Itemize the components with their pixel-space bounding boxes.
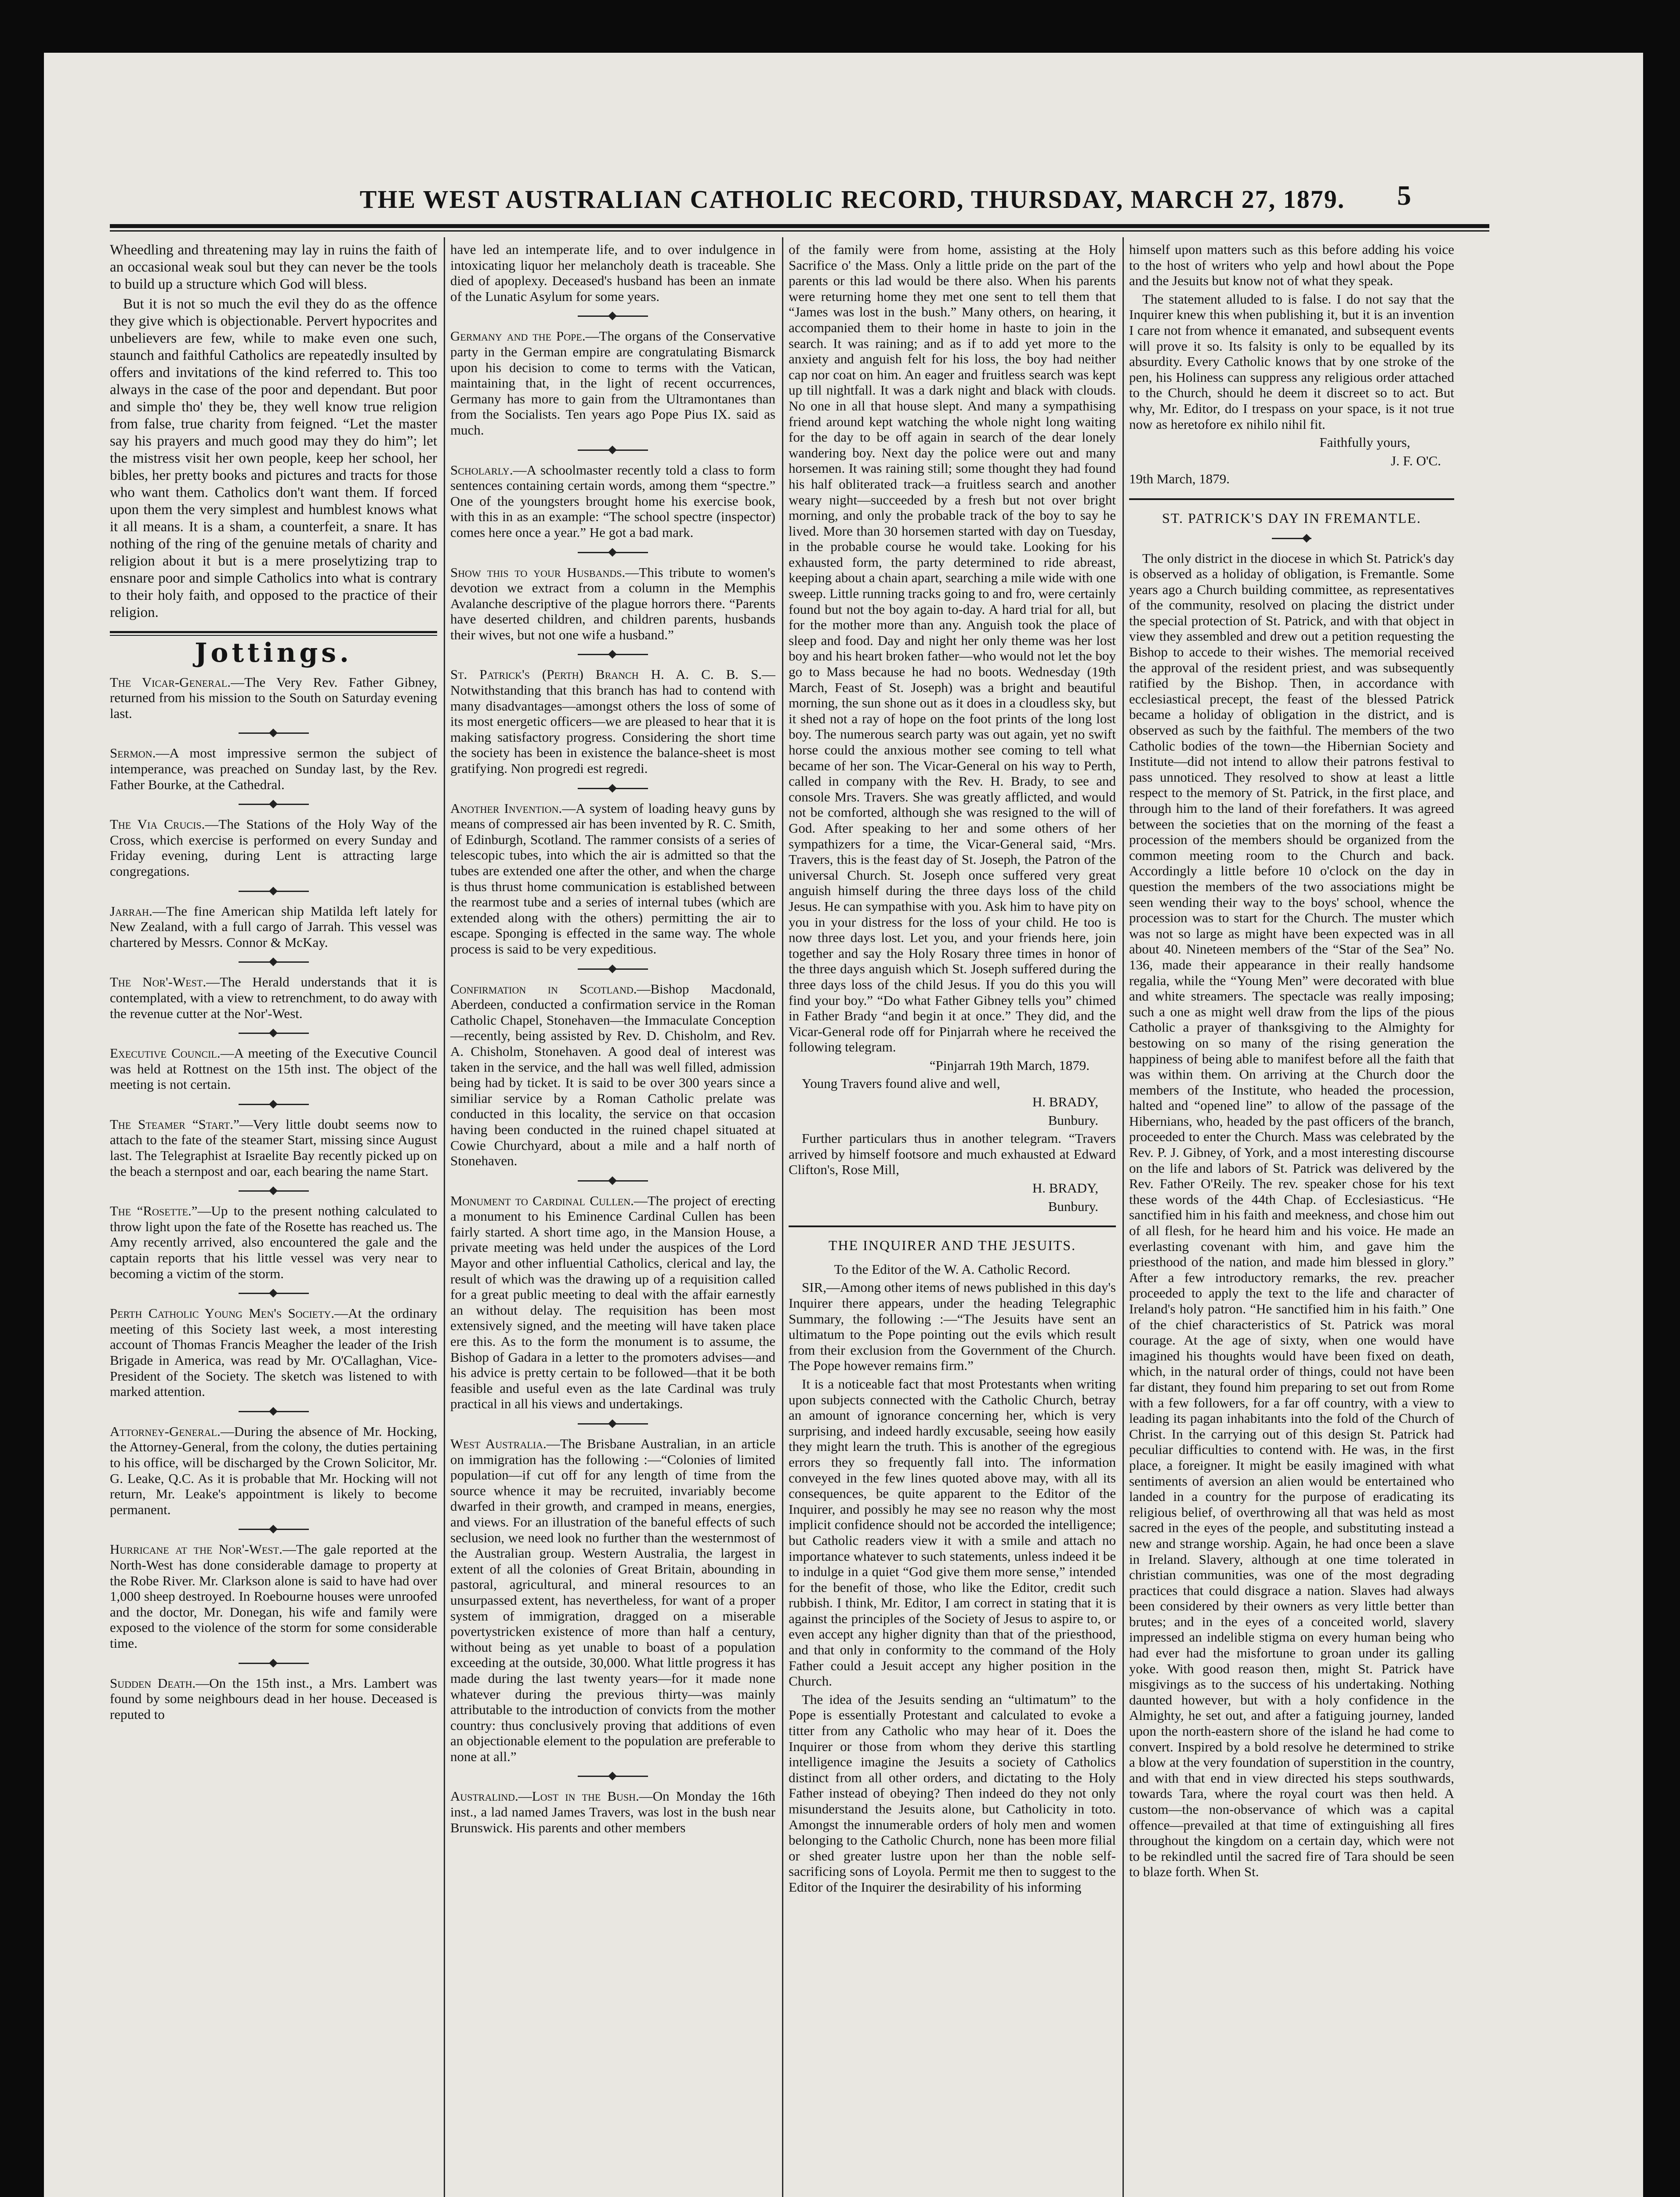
item-heading: St. Patrick's (Perth) Branch H. A. C. B. S. <box>450 667 762 682</box>
section-rule <box>1129 498 1454 500</box>
item-text: —At the ordinary meeting of this Society last week, a most interesting account of Thomas Francis Meagher the leader of the Irish Brigade in America, was read by Mr. O'Callaghan, Vice-President of the Society. The sketch was listened to with marked attention. <box>110 1305 437 1399</box>
item-text: —On Monday the 16th inst., a lad named James Travers, was lost in the bush near Brunswick. His parents and other members <box>450 1788 775 1835</box>
section-rule <box>110 631 437 636</box>
item-text: —Bishop Macdonald, Aberdeen, conducted a confirmation service in the Roman Catholic Chapel, Stonehaven—the Immaculate Conception—recently, being assisted by Rev. D. Chisholm, and Rev. A. Chisholm, Stonehaven. A good deal of interest was taken in the service, and the hall was well filled, admission being had by ticket. It is said to be over 300 years since a similiar service by a Roman Catholic prelate was conducted in this locality, the service on that occasion having been conducted in the ruined chapel situated at Cowie Churchyard, about a mile and a half north of Stonehaven. <box>450 981 775 1169</box>
news-item <box>450 981 775 1169</box>
signature-place: Bunbury. <box>1048 1198 1098 1214</box>
item-heading: Another Invention. <box>450 800 562 816</box>
article-paragraph: of the family were from home, assisting at the Holy Sacrifice o' the Mass. Only a little pride on the part of the parents or this lad would be there also. When his parents were returning home they met one sent to tell them that “James was lost in the bush.” Many others, on hearing, it accompanied them to their home in haste to join in the search. It was raining; and as if to add yet more to the anxiety and anguish felt for his loss, the boy had neither cap nor coat on him. An eager and fruitless search was kept up till nightfall. It was a dark night and black with clouds. No one in all that house slept. And many a sympathising friend around kept watching the whole night long waiting for the day to be off again in search of the dear lonely wandering boy. Next day the police were out and many horsemen. It was raining still; some thought they had found his half obliterated track—a fruitless search and another weary night—succeeded by a fresh but not over bright morning, and only the probable track of the boy to say he lived. More than 30 horsemen started with day on Tuesday, in the probable course he would take. Looking for his exhausted form, the party determined to ride abreast, keeping about a chain apart, searching a mile wide with one sweep. Little running tracks going to and fro, were certainly found but not the boy again to-day. A hard trial for all, but for the mother more than any. Anguish took the place of sleep and food. Day and night her only theme was her lost boy and his heart broken father—who would not let the boy go to Mass because he had no boots. Wednesday (19th March, Feast of St. Joseph) was a bright and beautiful morning, the sun shone out as it does in a cloudless sky, but it shed not a ray of hope on the foot prints of the long lost boy. The numerous search party was out again, yet no swift horse could the anxious mother see coming to tell what became of her son. The Vicar-General on his way to Perth, called in company with the Rev. H. Brady, to see and console Mrs. Travers. She was greatly afflicted, and would not be comforted, although she was resigned to the will of God. After speaking to her and some others of her sympathizers for a time, the Vicar-General said, “Mrs. Travers, this is the feast day of St. Joseph, the Patron of the universal Church. St. Joseph once suffered very great anguish himself during the three days loss of the child Jesus. He can sympathise with you. Ask him to have pity on you in your distress for the loss of your child. He too is now three days lost. Let you, and your friends here, join together and say the Holy Rosary three times in honor of the three days anguish which St. Joseph suffered during the three days loss of the child Jesus. If you do this you will find your boy.” “Do what Father Gibney tells you” chimed in Father Brady “and begin it at once.” They did, and the Vicar-General rode off for Pinjarrah where he received the following telegram. <box>789 242 1116 1055</box>
section-rule <box>789 1225 1116 1227</box>
item-separator <box>239 1529 309 1530</box>
item-separator <box>239 1663 309 1664</box>
letter-salutation: To the Editor of the W. A. Catholic Record. <box>834 1261 1071 1277</box>
signature-name: H. BRADY, <box>1032 1094 1098 1110</box>
article-paragraph: The statement alluded to is false. I do not say that the Inquirer knew this when publishing it, but it is an invention I care not from whence it emanated, and subsequent events will prove it so. Its falsity is only to be equalled by its absurdity. Every Catholic knows that by one stroke of the pen, his Holiness can suppress any religious order attached to the Church, should he deem it discreet so to act. But why, Mr. Editor, do I trespass on your space, is it not true now as heretofore ex nihilo nihil fit. <box>1129 291 1454 432</box>
column-divider <box>444 237 445 2197</box>
item-separator <box>239 1033 309 1034</box>
news-item <box>110 1045 437 1092</box>
item-text: —Very little doubt seems now to attach to the fate of the steamer Start, missing since August last. The Telegraphist at Israelite Bay recently picked up on the beach a sternpost and oar, each bearing the name Start. <box>110 1116 437 1179</box>
news-item <box>110 1541 437 1651</box>
item-text: —The fine American ship Matilda left lately for New Zealand, with a full cargo of Jarrah. This vessel was chartered by Messrs. Connor & McKay. <box>110 903 437 950</box>
news-item <box>450 801 775 957</box>
article-paragraph: It is a noticeable fact that most Protestants when writing upon subjects connected with the Catholic Church, betray an amount of ignorance concerning her, which is very surprising, and indeed hardly excusable, seeing how easily they might learn the truth. This is another of the egregious errors they so frequently fall into. The information conveyed in the few lines quoted above may, with all its consequences, be quite apparent to the Editor of the Inquirer, and possibly he may see no reason why the most implicit confidence should not be accorded the intelligence; but Catholic readers view it with a smile and attach no importance whatever to such statements, unless indeed it be to indulge in a quiet “God give them more sense,” intended for the benefit of those, who like the Editor, credit such rubbish. I think, Mr. Editor, I am correct in stating that it is against the principles of the Society of Jesus to aspire to, or even accept any higher dignity than that of the priesthood, and that only in conformity to the command of the Holy Father could a Jesuit accept any higher position in the Church. <box>789 1376 1116 1689</box>
item-separator <box>239 1411 309 1412</box>
item-text: —Notwithstanding that this branch has had to contend with many disadvantages—amongst others the loss of some of its most energetic officers—we are pleased to hear that it is making satisfactory progress. Considering the short time the society has been in existence the balance-sheet is most gratifying. Non progredi est regredi. <box>450 667 775 776</box>
item-text: —The Very Rev. Father Gibney, returned from his mission to the South on Saturday evening last. <box>110 674 437 721</box>
item-heading: The Steamer “Start.” <box>110 1116 239 1132</box>
item-heading: West Australia. <box>450 1436 547 1451</box>
item-text: —A system of loading heavy guns by means of compressed air has been invented by R. C. Smith, of Edinburgh, Scotland. The rammer consists of a series of telescopic tubes, into which the air is admitted so that the tubes are extended one after the other, and when the charge is thus thrust home communication is established between the rearmost tube and a series of internal tubes (which are extended along with the others) permitting the air to escape. Sponging is effected in the same way. The whole process is said to be very expeditious. <box>450 800 775 957</box>
letter-initials: J. F. O'C. <box>1390 453 1441 468</box>
item-text: —This tribute to women's devotion we extract from a column in the Memphis Avalanche descriptive of the plague horrors there. “Parents have deserted children, and children parents, husbands their wives, but not one wife a husband.” <box>450 564 775 642</box>
item-heading: Sudden Death. <box>110 1675 196 1691</box>
item-heading: Perth Catholic Young Men's Society. <box>110 1305 335 1321</box>
item-separator <box>578 788 648 789</box>
news-item <box>450 1193 775 1412</box>
item-separator <box>239 1293 309 1294</box>
masthead-rule-thin <box>110 230 1489 232</box>
news-item <box>110 974 437 1021</box>
item-text: —A meeting of the Executive Council was held at Rottnest on the 15th inst. The object of the meeting is not certain. <box>110 1045 437 1092</box>
column-1 <box>110 242 437 2197</box>
item-separator <box>578 1776 648 1777</box>
item-text: —During the absence of Mr. Hocking, the Attorney-General, from the colony, the duties pertaining to his office, will be discharged by the Crown Solicitor, Mr. G. Leake, Q.C. As it is probable that Mr. Hocking will not return, Mr. Leake's appointment is likely to become permanent. <box>110 1423 437 1517</box>
item-heading: Attorney-General. <box>110 1423 221 1439</box>
item-heading: Show this to your Husbands. <box>450 564 626 580</box>
article-paragraph: Wheedling and threatening may lay in ruins the faith of an occasional weak soul but they can never be the tools to build up a structure which God will bless. <box>110 242 437 292</box>
item-text: —The project of erecting a monument to his Eminence Cardinal Cullen has been fairly started. A short time ago, in the Mansion House, a private meeting was held under the auspices of the Lord Mayor and other influential Catholics, clerical and lay, the result of which was the drawing up of a requisition called for a great public meeting to deal with the affair earnestly an without delay. The requisition has been most extensively signed, and the meeting will have taken place ere this. As to the form the monument is to assume, the Bishop of Gadara in a letter to the promoters advises—and his advice is pretty certain to be followed—that it be both feasible and useful even as the late Cardinal was truly practical in all his views and undertakings. <box>450 1193 775 1412</box>
item-separator <box>239 1190 309 1192</box>
item-heading: The Nor'-West. <box>110 974 206 990</box>
item-heading: The “Rosette.” <box>110 1203 198 1219</box>
item-text: —A schoolmaster recently told a class to form sentences containing certain words, among them “spectre.” One of the youngsters brought home his exercise book, with this in as an example: “The school spectre (inspector) comes here once a year.” He got a bad mark. <box>450 462 775 540</box>
letter-date: 19th March, 1879. <box>1129 471 1230 487</box>
news-item <box>110 1305 437 1399</box>
article-paragraph: have led an intemperate life, and to over indulgence in intoxicating liquor her melancholy death is traceable. She died of apoplexy. Deceased's husband has been an inmate of the Lunatic Asylum for some years. <box>450 242 775 304</box>
item-separator <box>578 315 648 317</box>
news-item <box>450 565 775 643</box>
page-number: 5 <box>1397 180 1411 211</box>
letter-closing: Faithfully yours, <box>1319 435 1410 450</box>
item-separator <box>578 450 648 451</box>
news-item <box>110 1203 437 1281</box>
column-divider <box>782 237 783 2197</box>
item-separator <box>578 552 648 553</box>
article-paragraph: But it is not so much the evil they do as the offence they give which is objectionable. Pervert hypocrites and unbelievers are few, while to make even one such, staunch and faithful Catholics are repeatedly insulted by offers and invitations of the kind referred to. This too always in the case of the poor and dependant. But poor and simple tho' they be, they well know true religion from false, true charity from feigned. “Let the master say his prayers and much good may they do him”; let the mistress visit her own people, keep her school, her bibles, her pretty books and pictures and tracts for those who want them. Catholics don't want them. If forced upon them the very simplest and humblest knows what it all means. It is a sham, a counterfeit, a snare. It has nothing of the ring of the genuine metals of charity and religion about it but is a mere proselytizing trap to ensnare poor and simple Catholics into what is contrary to their holy faith, and opposed to the practice of their religion. <box>110 296 437 620</box>
news-item <box>110 1424 437 1518</box>
article-heading: ST. PATRICK'S DAY IN FREMANTLE. <box>1162 510 1421 526</box>
item-heading: Hurricane at the Nor'-West. <box>110 1541 282 1557</box>
item-separator <box>239 961 309 963</box>
news-item <box>110 674 437 721</box>
item-heading: Confirmation in Scotland. <box>450 981 637 997</box>
news-item <box>450 462 775 540</box>
item-separator <box>239 804 309 805</box>
item-text: —The organs of the Conservative party in the German empire are congratulating Bismarck upon his decision to come to terms with the Vatican, maintaining that, in the light of recent occurrences, Germany has more to gain from the Ultramontanes than from the Socialists. Ten years ago Pope Pius IX. said as much. <box>450 328 775 438</box>
news-item <box>450 328 775 438</box>
item-text: —A most impressive sermon the subject of intemperance, was preached on Sunday last, by the Rev. Father Bourke, at the Cathedral. <box>110 745 437 792</box>
column-4 <box>1129 242 1454 2197</box>
item-heading: Jarrah. <box>110 903 152 919</box>
signature-name: H. BRADY, <box>1032 1180 1098 1196</box>
item-separator <box>239 732 309 734</box>
article-paragraph: himself upon matters such as this before adding his voice to the host of writers who yelp and howl about the Pope and the Jesuits but know not of what they speak. <box>1129 242 1454 289</box>
signature-place: Bunbury. <box>1048 1112 1098 1128</box>
item-heading: The Vicar-General. <box>110 674 231 690</box>
heading-separator <box>1272 538 1311 539</box>
item-heading: Germany and the Pope. <box>450 328 586 344</box>
news-item <box>450 667 775 776</box>
news-item <box>450 1788 775 1835</box>
article-paragraph: The idea of the Jesuits sending an “ultimatum” to the Pope is essentially Protestant and calculated to evoke a titter from any Catholic who may hear of it. Does the Inquirer or those from whom they derive this startling intelligence imagine the Jesuits a society of Catholics distinct from all other orders, and dictating to the Holy Father instead of obeying? Then indeed do they not only misunderstand the Jesuits alone, but Catholicity in toto. Amongst the innumerable orders of holy men and women belonging to the Catholic Church, none has been more filial or shed greater lustre upon her than the noble self-sacrificing sons of Loyola. Permit me then to suggest to the Editor of the Inquirer the desirability of his informing <box>789 1691 1116 1895</box>
item-heading: Australind.—Lost in the Bush. <box>450 1788 639 1804</box>
news-item <box>110 1117 437 1179</box>
masthead-rule <box>110 224 1489 228</box>
article-paragraph: The only district in the diocese in which St. Patrick's day is observed as a holiday of obligation, is Fremantle. Some years ago a Church building committee, as representatives of the community, resolved on placing the district under the special protection of St. Patrick, and with that object in view they assembled and drew out a petition requesting the Bishop to accede to their wishes. The memorial received the approval of the resident priest, and was subsequently ratified by the Bishop. Then, in accordance with ecclesiastical precept, the feast of the blessed Patrick became a holiday of obligation in the district, and is observed as such by the faithful. The members of the two Catholic bodies of the town—the Hibernian Society and Institute—did not intend to allow their patrons festival to pass unnoticed. They resolved to show at least a little respect to the memory of St. Patrick, in the first place, and through him to the land of their forefathers. It was agreed between the societies that on the morning of the feast a procession of the members should be organized from the common meeting room to the Church and back. Accordingly a little before 10 o'clock on the day in question the members of the two associations might be seen wending their way to the boys' school, whence the procession was to start for the Church. The muster which was not so large as might have been expected was in all about 40. Nineteen members of the “Star of the Sea” No. 136, made their appearance in their really handsome regalia, while the “Young Men” were decorated with blue and white streamers. The spectacle was really imposing; such a one as might well draw from the lips of the pious Catholic a prayer of thanksgiving to the Almighty for bestowing on so many of the rising generation the happiness of being able to manifest before all the faith that was within them. On arriving at the Church door the members of the Institute, who headed the procession, halted and “opened line” to allow of the passage of the Hibernians, who, headed by the past officers of the branch, proceeded to enter the Church. Mass was celebrated by the Rev. P. J. Gibney, of York, and a most interesting discourse on the life and labors of St. Patrick was delivered by the Rev. Father O'Reily. The rev. speaker chose for his text these words of the 44th Chap. of Ecclesiasticus. “He sanctified him in his faith and meekness, and chose him out of all flesh, for he heard him and his voice. He made an everlasting covenant with him, and gave him the priesthood of the nation, and made him blessed in glory.” After a few introductory remarks, the rev. preacher proceeded to apply the text to the life and character of Ireland's holy patron. “He sanctified him in his faith.” One of the chief characteristics of St. Patrick was moral courage. At the age of sixty, when one would have imagined his thoughts would have been fixed on death, which, in the natural order of things, could not have been far distant, they found him preparing to set out from Rome with a few followers, for a far off country, with a view to leading its pagan inhabitants into the fold of the Church of Christ. In the carrying out of this design St. Patrick had peculiar difficulties to contend with. He was, in the first place, a foreigner. It might be easily imagined with what sentiments of aversion an alien would be entertained who landed in a country for the purpose of eradicating its religious belief, of overthrowing all that was held as most sacred in the eyes of the people, and substituting instead a new and strange worship. Again, he had once been a slave in Ireland. Slavery, although at one time tolerated in christian communities, was one of the most degrading practices that could disgrace a nation. Slaves had always been considered by their owners as very little better than brutes; and in the eyes of a conceited world, slavery impressed an indelible stigma on every human being who had ever had the misfortune to groan under its galling yoke. With good reason then, might St. Patrick have misgivings as to the success of his undertaking. Nothing daunted however, but with a holy confidence in the Almighty, he set out, and after a fatiguing journey, landed upon the north-eastern shore of the island he had come to convert. Inspired by a bold resolve he determined to strike a blow at the very foundation of superstition in the country, and with that end in view directed his steps southwards, towards Tara, where the royal court was then held. A custom—the non-observance of which was a capital offence—prevailed at that time of extinguishing all fires throughout the kingdom on a certain day, which were not to be rekindled until the sacred fire of Tara should be seen to blaze forth. When St. <box>1129 550 1454 1880</box>
item-separator <box>578 654 648 655</box>
item-heading: The Via Crucis. <box>110 816 205 832</box>
column-2 <box>450 242 775 2197</box>
news-item <box>450 1436 775 1764</box>
item-text: —The Stations of the Holy Way of the Cross, which exercise is performed on every Sunday and Friday evening, during Lent is attracting large congregations. <box>110 816 437 879</box>
item-separator <box>578 1180 648 1182</box>
column-divider <box>1122 237 1124 2197</box>
item-text: —The gale reported at the North-West has done considerable damage to property at the Robe River. Mr. Clarkson alone is said to have had over 1,000 sheep destroyed. In Roebourne houses were unroofed and the doctor, Mr. Donegan, his wife and family were exposed to the violence of the storm for some considerable time. <box>110 1541 437 1651</box>
telegram-text: Young Travers found alive and well, <box>802 1076 1000 1091</box>
newspaper-page <box>44 53 1643 2197</box>
article-paragraph: Further particulars thus in another telegram. “Travers arrived by himself footsore and much exhausted at Edward Clifton's, Rose Mill, <box>789 1131 1116 1178</box>
item-heading: Monument to Cardinal Cullen. <box>450 1193 634 1208</box>
item-separator <box>578 1423 648 1425</box>
item-text: —Up to the present nothing calculated to throw light upon the fate of the Rosette has reached us. The Amy recently arrived, also encountered the gale and the captain reports that his little vessel was very near to becoming a victim of the storm. <box>110 1203 437 1281</box>
item-separator <box>578 968 648 970</box>
item-heading: Sermon. <box>110 745 156 761</box>
telegram-date: “Pinjarrah 19th March, 1879. <box>929 1057 1090 1073</box>
item-text: —The Herald understands that it is contemplated, with a view to retrenchment, to do away with the revenue cutter at the Nor'-West. <box>110 974 437 1021</box>
news-item <box>110 816 437 879</box>
column-3 <box>789 242 1116 2197</box>
item-separator <box>239 1104 309 1105</box>
news-item <box>110 903 437 950</box>
news-item <box>110 1675 437 1722</box>
item-heading: Scholarly. <box>450 462 513 478</box>
article-heading: THE INQUIRER AND THE JESUITS. <box>828 1237 1076 1254</box>
item-separator <box>239 891 309 892</box>
item-text: —On the 15th inst., a Mrs. Lambert was found by some neighbours dead in her house. Deceased is reputed to <box>110 1675 437 1722</box>
item-text: —The Brisbane Australian, in an article on immigration has the following :—“Colonies of limited population—if cut off for any length of time from the source whence it may be recruited, invariably become dwarfed in their growth, and cramped in means, energies, and views. For an illustration of the baneful effects of such seclusion, we need look no further than the westernmost of the Australian group. Western Australia, the largest in extent of all the colonies of Great Britain, abounding in pastoral, agricultural, and mineral resources to an unsurpassed extent, has nevertheless, for want of a proper system of immigration, dragged on a miserable povertystricken existence of more than half a century, without being as yet unable to boast of a population exceeding at the outside, 30,000. What little progress it has made during the last twenty years—for it made none whatever during the previous thirty—was mainly attributable to the introduction of convicts from the mother country: thus conclusively proving that additions of even an objectionable element to the population are preferable to none at all.” <box>450 1436 775 1764</box>
article-paragraph: SIR,—Among other items of news published in this day's Inquirer there appears, under the heading Telegraphic Summary, the following :—“The Jesuits have sent an ultimatum to the Pope pointing out the evils which result from their exclusion from the Government of the Church. The Pope however remains firm.” <box>789 1280 1116 1374</box>
news-item <box>110 745 437 792</box>
jottings-heading: Jottings. <box>195 638 352 668</box>
item-heading: Executive Council. <box>110 1045 221 1061</box>
masthead-title: THE WEST AUSTRALIAN CATHOLIC RECORD, THURSDAY, MARCH 27, 1879. <box>359 185 1345 214</box>
